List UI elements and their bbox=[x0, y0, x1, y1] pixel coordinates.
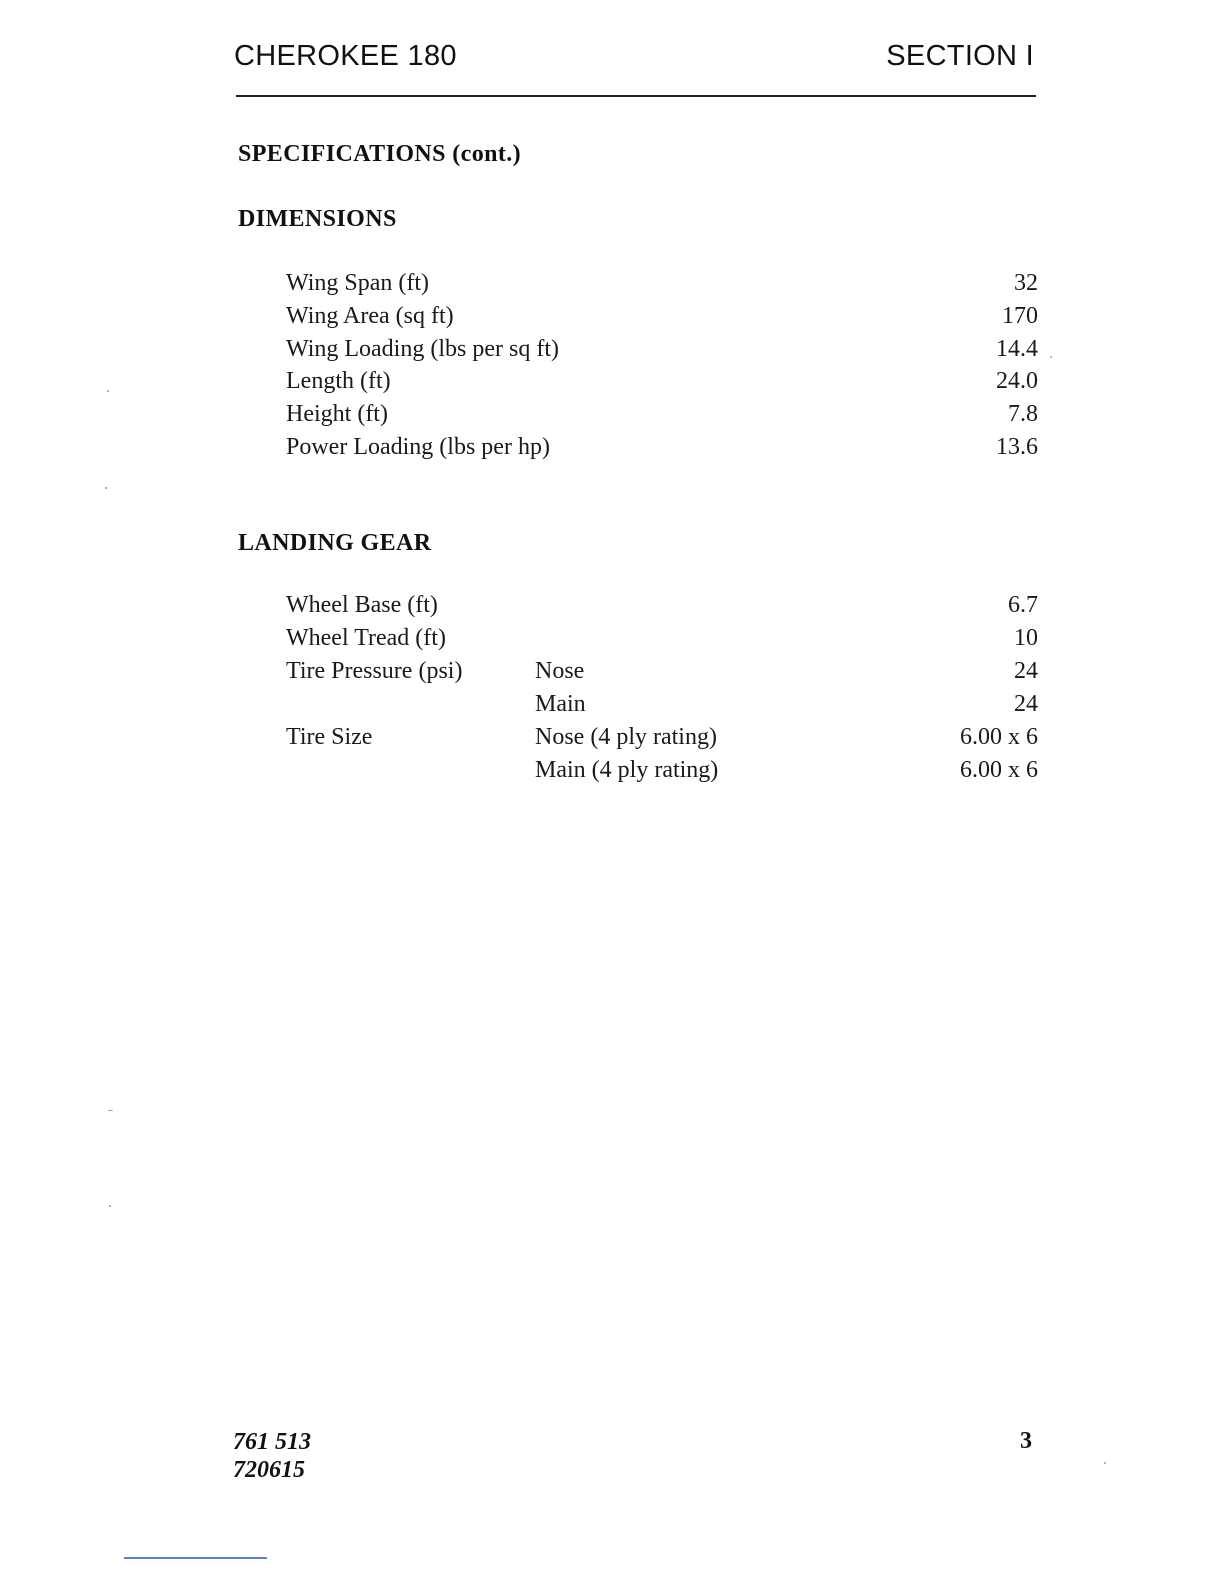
header-title-left: CHEROKEE 180 bbox=[234, 40, 457, 72]
row-label: Tire Size bbox=[286, 724, 373, 750]
row-value: 10 bbox=[1014, 625, 1038, 651]
row-value: 24 bbox=[1014, 658, 1038, 684]
row-sublabel: Main bbox=[535, 691, 586, 717]
page-number: 3 bbox=[1020, 1428, 1032, 1454]
row-value: 6.7 bbox=[1008, 592, 1038, 618]
table-row bbox=[286, 592, 1038, 625]
row-label: Wing Area (sq ft) bbox=[286, 303, 454, 329]
scan-speck bbox=[105, 487, 107, 489]
scan-speck bbox=[1050, 356, 1052, 358]
table-row bbox=[286, 757, 1038, 790]
table-row bbox=[286, 336, 1038, 369]
row-value: 14.4 bbox=[996, 336, 1038, 362]
row-sublabel: Nose bbox=[535, 658, 585, 684]
table-row bbox=[286, 724, 1038, 757]
row-label: Tire Pressure (psi) bbox=[286, 658, 463, 684]
specifications-heading: SPECIFICATIONS (cont.) bbox=[238, 141, 522, 167]
row-value: 24 bbox=[1014, 691, 1038, 717]
row-label: Power Loading (lbs per hp) bbox=[286, 434, 550, 460]
row-sublabel: Main (4 ply rating) bbox=[535, 757, 719, 783]
table-row bbox=[286, 368, 1038, 401]
row-label: Height (ft) bbox=[286, 401, 388, 427]
landing-gear-heading: LANDING GEAR bbox=[238, 530, 432, 556]
footer-doc-number: 761 513 bbox=[233, 1429, 311, 1455]
row-label: Wing Loading (lbs per sq ft) bbox=[286, 336, 559, 362]
footer-doc-info bbox=[233, 1428, 311, 1484]
scan-speck bbox=[1104, 1462, 1106, 1464]
table-row bbox=[286, 401, 1038, 434]
row-label: Wing Span (ft) bbox=[286, 270, 430, 296]
table-row bbox=[286, 270, 1038, 303]
scan-speck bbox=[109, 1205, 111, 1207]
scan-speck bbox=[108, 1110, 113, 1111]
header-divider bbox=[236, 95, 1036, 97]
row-value: 6.00 x 6 bbox=[960, 724, 1038, 750]
row-value: 24.0 bbox=[996, 368, 1038, 394]
row-value: 7.8 bbox=[1008, 401, 1038, 427]
table-row bbox=[286, 658, 1038, 691]
dimensions-heading: DIMENSIONS bbox=[238, 206, 397, 232]
table-row bbox=[286, 691, 1038, 724]
row-label: Length (ft) bbox=[286, 368, 391, 394]
table-row bbox=[286, 625, 1038, 658]
header-title-right: SECTION I bbox=[886, 40, 1034, 72]
row-value: 32 bbox=[1014, 270, 1038, 296]
row-sublabel: Nose (4 ply rating) bbox=[535, 724, 717, 750]
table-row bbox=[286, 303, 1038, 336]
table-row bbox=[286, 434, 1038, 467]
row-label: Wheel Base (ft) bbox=[286, 592, 438, 618]
row-label: Wheel Tread (ft) bbox=[286, 625, 446, 651]
scan-edge-line bbox=[124, 1557, 267, 1559]
row-value: 170 bbox=[1002, 303, 1038, 329]
row-value: 6.00 x 6 bbox=[960, 757, 1038, 783]
footer-date-code: 720615 bbox=[233, 1457, 305, 1483]
scan-speck bbox=[107, 390, 109, 392]
row-value: 13.6 bbox=[996, 434, 1038, 460]
